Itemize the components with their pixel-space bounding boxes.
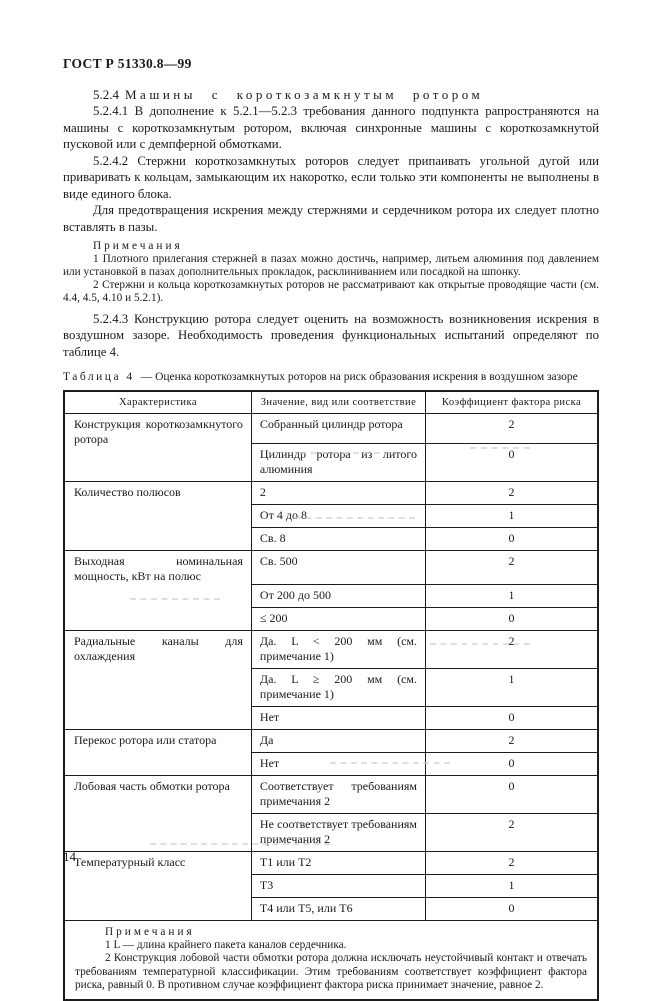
paragraph-5243: 5.2.4.3 Конструкцию ротора следует оценить на возможность возникновения искрения в воздушном зазоре. Необходимость проведения функциональных испытаний определяют по таблице 4. xyxy=(63,311,599,359)
table-cell-risk: 2 xyxy=(426,414,599,444)
scan-artifact xyxy=(430,643,530,645)
doc-header: ГОСТ Р 51330.8—99 xyxy=(63,56,192,71)
table-cell-characteristic: Перекос ротора или статора xyxy=(64,730,251,776)
table-cell-risk: 0 xyxy=(426,608,599,631)
table-row xyxy=(64,414,598,444)
body-notes xyxy=(63,240,599,305)
section-title: Машины с короткозамкнутым ротором xyxy=(125,87,484,102)
table-row xyxy=(64,776,598,814)
section-heading xyxy=(63,86,599,103)
table-cell-characteristic: Конструкция короткозамкнутого ротора xyxy=(64,414,251,482)
note-item: 1 Плотного прилегания стержней в пазах можно достичь, например, литьем алюминия под давлением или установкой в пазах дополнительных прокладок, расклиниванием или посадкой на шпонку. xyxy=(63,252,599,278)
table-cell-value: Нет xyxy=(251,753,425,776)
table-cell-value: Св. 8 xyxy=(251,528,425,551)
notes-heading: Примечания xyxy=(93,240,183,252)
table-cell-risk: 2 xyxy=(426,730,599,753)
table-cell-value: Да. L < 200 мм (см. примечание 1) xyxy=(251,631,425,669)
scan-artifact xyxy=(150,843,330,845)
table-cell-risk: 0 xyxy=(426,753,599,776)
body-text xyxy=(63,86,599,360)
table-cell-characteristic: Выходная номинальная мощность, кВт на полюс xyxy=(64,551,251,631)
table-cell-value: От 200 до 500 xyxy=(251,585,425,608)
table-cell-risk: 2 xyxy=(426,631,599,669)
table-cell-risk: 2 xyxy=(426,852,599,875)
table-header-row xyxy=(64,391,598,414)
table-cell-characteristic: Температурный класс xyxy=(64,852,251,921)
table-cell-value: Да. L ≥ 200 мм (см. примечание 1) xyxy=(251,669,425,707)
scan-artifact xyxy=(130,598,220,600)
table-cell-risk: 0 xyxy=(426,898,599,921)
table-note-item: 2 Конструкция лобовой части обмотки ротора должна исключать неустойчивый контакт и отвечать требованиям температурной классификации. Этим требованиям соответствует коэффициент фактора риска, равный 0. В противном случае коэффициент фактора риска принимает значение, равное 2. xyxy=(75,952,587,991)
table-cell-value: Т4 или Т5, или Т6 xyxy=(251,898,425,921)
table-cell-value: Св. 500 xyxy=(251,551,425,585)
table-col-header-value: Значение, вид или соответствие xyxy=(251,391,425,414)
table-cell-characteristic: Радиальные каналы для охлаждения xyxy=(64,631,251,730)
table-cell-value: Собранный цилиндр ротора xyxy=(251,414,425,444)
table-4 xyxy=(63,390,599,1001)
table-col-header-characteristic: Характеристика xyxy=(64,391,251,414)
table-cell-risk: 0 xyxy=(426,707,599,730)
table-cell-risk: 0 xyxy=(426,776,599,814)
table-col-header-risk: Коэффициент фактора риска xyxy=(426,391,599,414)
table-cell-value: Цилиндр ротора из литого алюминия xyxy=(251,444,425,482)
paragraph-5242: 5.2.4.2 Стержни короткозамкнутых роторов следует припаивать угольной дугой или приваривать к кольцам, замыкающим их накоротко, если только эти компоненты не выполнены в виде единого блока. xyxy=(63,153,599,201)
table-cell-value: ≤ 200 xyxy=(251,608,425,631)
table-title-text: — Оценка короткозамкнутых роторов на риск образования искрения в воздушном зазоре xyxy=(140,371,578,384)
scan-artifact xyxy=(300,452,380,454)
table-row xyxy=(64,852,598,875)
table-row xyxy=(64,551,598,585)
table-cell-risk: 1 xyxy=(426,585,599,608)
table-cell-value: Нет xyxy=(251,707,425,730)
table-cell-risk: 1 xyxy=(426,669,599,707)
table-cell-risk: 2 xyxy=(426,551,599,585)
table-cell-value: От 4 до 8 xyxy=(251,505,425,528)
paragraph-5241: 5.2.4.1 В дополнение к 5.2.1—5.2.3 требования данного подпункта рапространяются на машины с короткозамкнутым ротором, включая синхронные машины с короткозамкнутой пусковой или с демпферной обмотками. xyxy=(63,104,599,151)
table-cell-risk: 0 xyxy=(426,444,599,482)
page-number: 14 xyxy=(63,849,76,864)
table-cell-risk: 1 xyxy=(426,505,599,528)
table-notes-heading: Примечания xyxy=(105,926,195,939)
table-cell-characteristic: Количество полюсов xyxy=(64,482,251,551)
table-cell-characteristic: Лобовая часть обмотки ротора xyxy=(64,776,251,852)
table-notes-row xyxy=(64,921,598,1001)
table-title xyxy=(63,370,599,384)
table-cell-value: 2 xyxy=(251,482,425,505)
table-cell-risk: 0 xyxy=(426,528,599,551)
scan-artifact xyxy=(470,447,530,449)
table-cell-risk: 2 xyxy=(426,814,599,852)
table-cell-value: Т1 или Т2 xyxy=(251,852,425,875)
table-cell-value: Т3 xyxy=(251,875,425,898)
table-label: Таблица 4 xyxy=(63,371,135,384)
note-item: 2 Стержни и кольца короткозамкнутых роторов не рассматривают как открытые проводящие части (см. 4.4, 4.5, 4.10 и 5.2.1). xyxy=(63,278,599,304)
table-cell-risk: 2 xyxy=(426,482,599,505)
table-cell-value: Да xyxy=(251,730,425,753)
table-cell-value: Соответствует требованиям примечания 2 xyxy=(251,776,425,814)
scan-artifact xyxy=(295,517,415,519)
table-row xyxy=(64,631,598,669)
table-cell-risk: 1 xyxy=(426,875,599,898)
table-note-item: 1 L — длина крайнего пакета каналов сердечника. xyxy=(105,939,347,952)
section-number: 5.2.4 xyxy=(93,87,119,102)
table-cell-value: Не соответствует требованиям примечания 2 xyxy=(251,814,425,852)
paragraph-5242b: Для предотвращения искрения между стержнями и сердечником ротора их следует плотно вставлять в пазы. xyxy=(63,203,599,234)
table-row xyxy=(64,482,598,505)
table-notes-cell xyxy=(64,921,598,1001)
table-row xyxy=(64,730,598,753)
scan-artifact xyxy=(330,762,450,764)
